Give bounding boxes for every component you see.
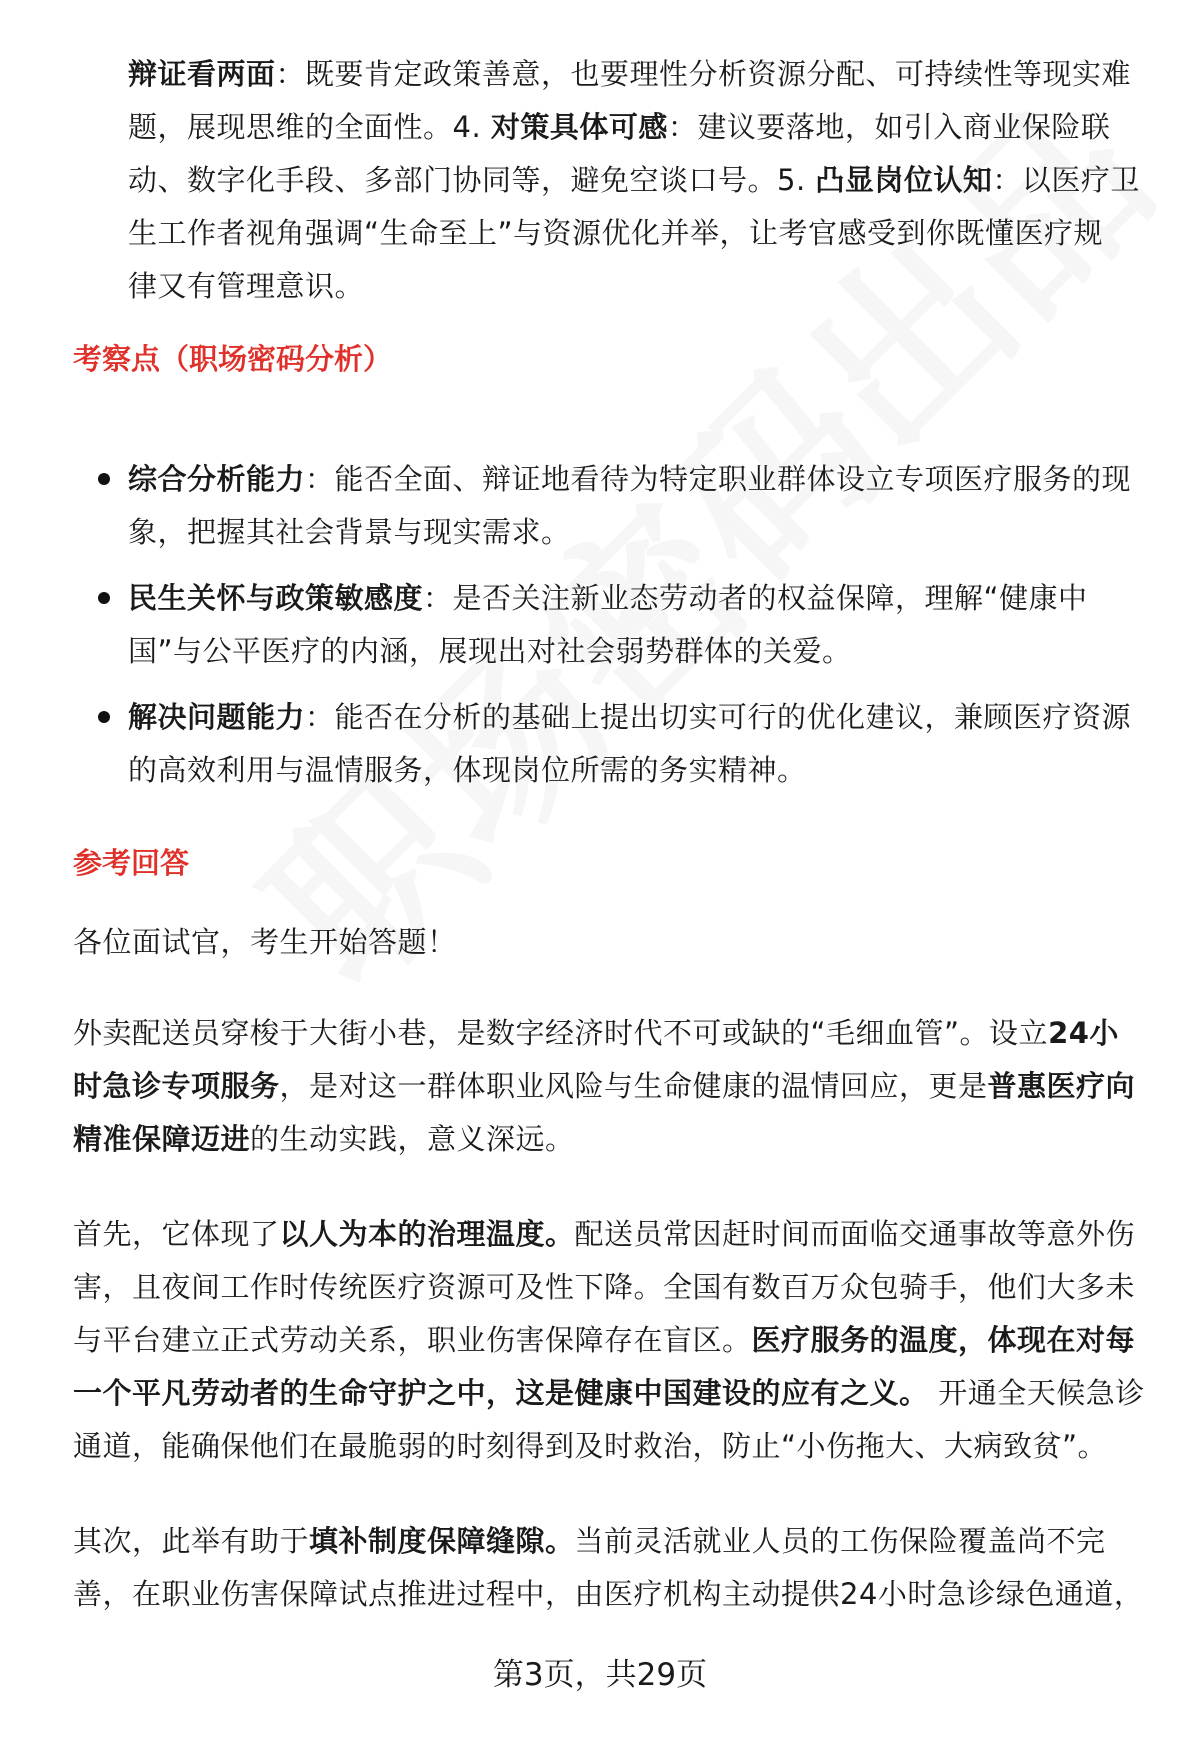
answer-p2-line-1: 首先，它体现了以人为本的治理温度。配送员常因赶时间而面临交通事故等意外伤 — [73, 1217, 1136, 1251]
page-number: 第3页，共29页 — [492, 1657, 708, 1693]
answer-p3-line-2: 善，在职业伤害保障试点推进过程中，由医疗机构主动提供24小时急诊绿色通道， — [73, 1577, 1144, 1611]
answer-p1-line-3: 精准保障迈进的生动实践，意义深远。 — [73, 1122, 575, 1156]
intro-line-4: 生工作者视角强调“生命至上”与资源优化并举，让考官感受到你既懂医疗规 — [128, 216, 1104, 250]
list-item-2-line-1: 民生关怀与政策敏感度：是否关注新业态劳动者的权益保障，理解“健康中 — [128, 581, 1088, 615]
list-item-1-line-1: 综合分析能力：能否全面、辩证地看待为特定职业群体设立专项医疗服务的现 — [128, 462, 1132, 496]
intro-line-3: 动、数字化手段、多部门协同等，避免空谈口号。5. 凸显岗位认知：以医疗卫 — [128, 163, 1140, 197]
section-title-reference-answer: 参考回答 — [73, 846, 190, 880]
intro-line-5: 律又有管理意识。 — [128, 269, 365, 303]
list-item-1-line-2: 象，把握其社会背景与现实需求。 — [128, 515, 571, 549]
list-item-2-line-2: 国”与公平医疗的内涵，展现出对社会弱势群体的关爱。 — [128, 634, 852, 668]
answer-p1-line-2: 时急诊专项服务，是对这一群体职业风险与生命健康的温情回应，更是普惠医疗向 — [73, 1069, 1136, 1103]
answer-p1-line-1: 外卖配送员穿梭于大街小巷，是数字经济时代不可或缺的“毛细血管”。设立24小 — [73, 1016, 1119, 1050]
section-title-exam-points: 考察点（职场密码分析） — [73, 342, 393, 376]
answer-p2-line-3: 与平台建立正式劳动关系，职业伤害保障存在盲区。医疗服务的温度，体现在对每 — [73, 1323, 1136, 1357]
bullet-icon — [98, 473, 110, 485]
answer-opening: 各位面试官，考生开始答题！ — [73, 925, 457, 959]
list-item-3-line-2: 的高效利用与温情服务，体现岗位所需的务实精神。 — [128, 753, 807, 787]
intro-line-1: 辩证看两面：既要肯定政策善意，也要理性分析资源分配、可持续性等现实难 — [128, 57, 1132, 91]
answer-p3-line-1: 其次，此举有助于填补制度保障缝隙。当前灵活就业人员的工伤保险覆盖尚不完 — [73, 1524, 1106, 1558]
bullet-icon — [98, 711, 110, 723]
intro-line-2: 题，展现思维的全面性。4. 对策具体可感：建议要落地，如引入商业保险联 — [128, 110, 1111, 144]
answer-p2-line-5: 通道，能确保他们在最脆弱的时刻得到及时救治，防止“小伤拖大、大病致贫”。 — [73, 1429, 1108, 1463]
bullet-icon — [98, 592, 110, 604]
answer-p2-line-2: 害，且夜间工作时传统医疗资源可及性下降。全国有数百万众包骑手，他们大多未 — [73, 1270, 1136, 1304]
list-item-3-line-1: 解决问题能力：能否在分析的基础上提出切实可行的优化建议，兼顾医疗资源 — [128, 700, 1132, 734]
answer-p2-line-4: 一个平凡劳动者的生命守护之中，这是健康中国建设的应有之义。 开通全天候急诊 — [73, 1376, 1145, 1410]
